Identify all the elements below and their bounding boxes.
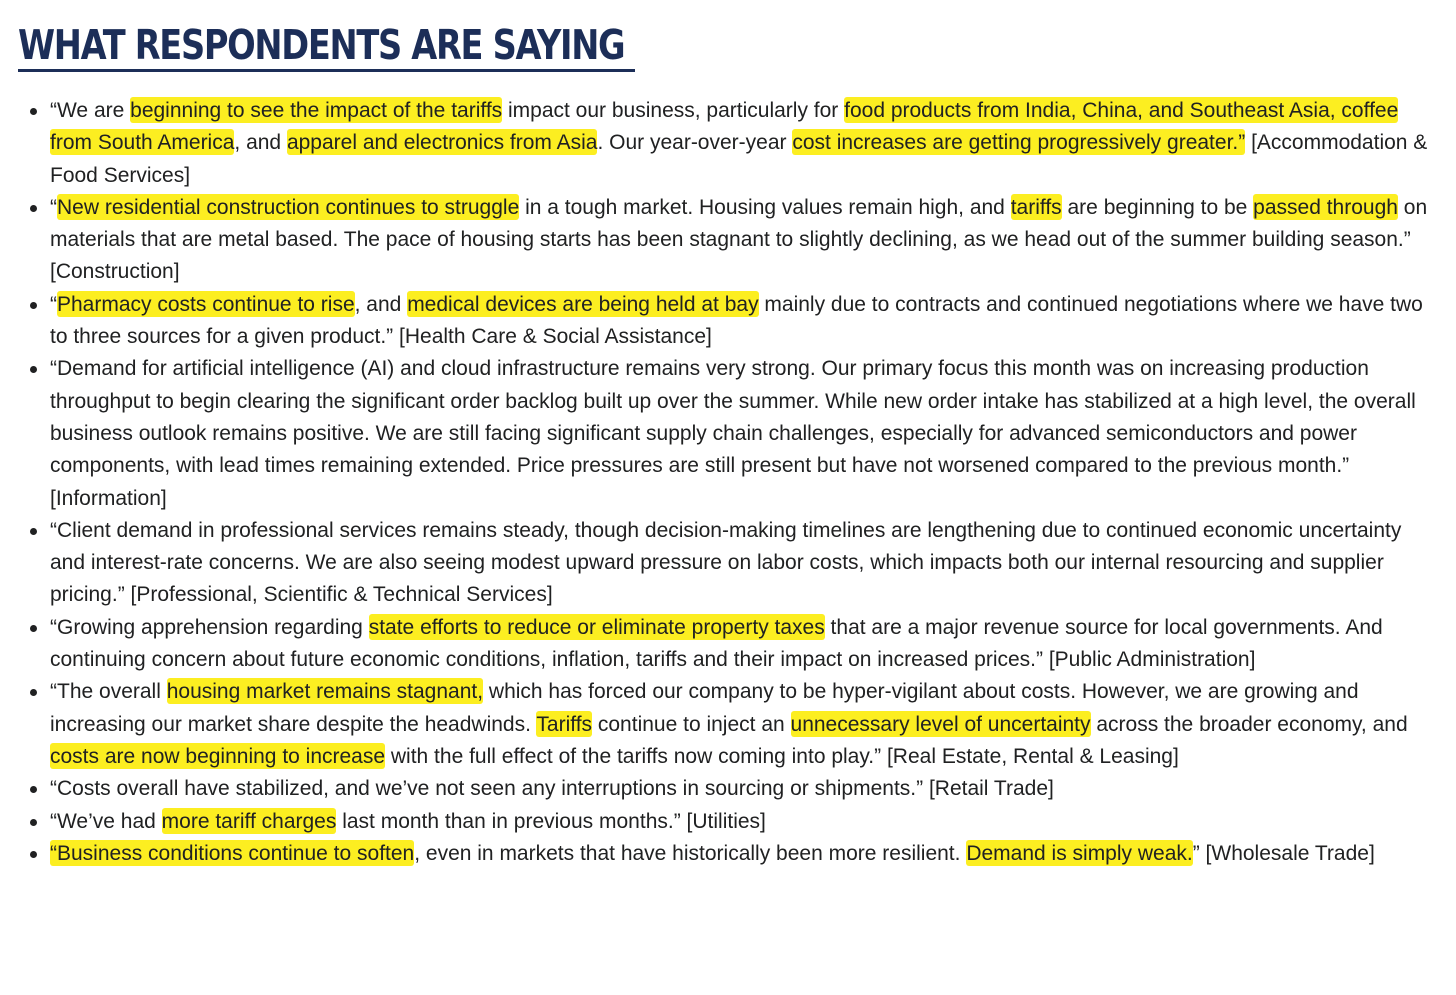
- quote-text: which has forced our company to be hyper-vigilant about costs. However, we are growing and increasing our market share despite the headwinds.: [50, 680, 1359, 736]
- bullet-icon: [30, 366, 37, 373]
- quote-text: with the full effect of the tariffs now coming into play.” [Real Estate, Rental & Leasing]: [385, 744, 1179, 768]
- quote-text: “: [50, 195, 57, 219]
- highlighted-text: tariffs: [1010, 195, 1062, 219]
- quote-text: that are a major revenue source for local governments. And continuing concern about future economic conditions, inflation, tariffs and their impact on increased prices.” [Public Administration]: [50, 615, 1383, 672]
- quote-text: in a tough market. Housing values remain high, and: [519, 195, 1011, 219]
- quote-text: impact our business, particularly for: [502, 99, 845, 122]
- bullet-icon: [30, 625, 37, 632]
- quote-text: “Demand for artificial intelligence (AI) and cloud infrastructure remains very strong. Our primary focus this month was on increasing production throughput to begin clearing the significant order backlog built up over the summer. While new order intake has stabilized at a high level, the overall business outlook remains positive. We are still facing significant supply chain challenges, especially for advanced semiconductors and power components, with lead times remaining extended. Price pressures are still present but have not worsened compared to the previous month.” [Information]: [50, 357, 1416, 510]
- quote-text: “Costs overall have stabilized, and we’ve not seen any interruptions in sourcing or shipments.” [Retail Trade]: [50, 777, 1054, 801]
- highlighted-text: New residential construction continues to struggle: [57, 195, 520, 219]
- highlighted-text: Demand is simply weak.: [966, 841, 1193, 865]
- quote-text: “: [50, 292, 57, 316]
- quote-item: [50, 353, 1440, 514]
- quote-text: last month than in previous months.” [Utilities]: [336, 809, 766, 833]
- heading-underline: [18, 69, 635, 72]
- quote-text: . Our year-over-year: [597, 131, 793, 155]
- quote-text: across the broader economy, and: [1090, 712, 1408, 736]
- respondent-quotes-list: [50, 95, 1440, 870]
- bullet-icon: [30, 205, 37, 212]
- bullet-icon: [30, 528, 37, 535]
- quote-text: continue to inject an: [592, 712, 791, 736]
- quote-text: “The overall: [50, 680, 167, 704]
- highlighted-text: “Business conditions continue to soften: [50, 841, 415, 865]
- quote-text: [Accommodation & Food Services]: [50, 131, 1428, 187]
- quote-text: mainly due to contracts and continued negotiations where we have two to three sources for a given product.” [Health Care & Social Assistance]: [50, 292, 1423, 349]
- quote-item: [50, 192, 1440, 289]
- quote-item: [50, 838, 1440, 870]
- highlighted-text: state efforts to reduce or eliminate property taxes: [368, 615, 825, 639]
- quote-text: , even in markets that have historically been more resilient.: [414, 841, 967, 865]
- bullet-icon: [30, 689, 37, 696]
- quote-text: , and: [354, 292, 408, 316]
- highlighted-text: unnecessary level of uncertainty: [790, 712, 1091, 736]
- highlighted-text: apparel and electronics from Asia: [286, 131, 598, 155]
- bullet-icon: [30, 302, 37, 309]
- highlighted-text: passed through: [1253, 195, 1398, 219]
- bullet-icon: [30, 786, 37, 793]
- highlighted-text: Pharmacy costs continue to rise: [57, 292, 355, 316]
- highlighted-text: cost increases are getting progressively greater.”: [792, 131, 1246, 155]
- quote-text: , and: [234, 131, 287, 155]
- bullet-icon: [30, 108, 37, 115]
- highlighted-text: costs are now beginning to increase: [50, 744, 386, 768]
- quote-text: “Client demand in professional services remains steady, though decision-making timelines are lengthening due to continued economic uncertainty and interest-rate concerns. We are also seeing modest upward pressure on labor costs, which impacts both our internal resourcing and supplier pricing.” [Professional, Scientific & Technical Services]: [50, 518, 1402, 607]
- quote-text: are beginning to be: [1061, 195, 1254, 219]
- quote-text: ” [Wholesale Trade]: [1192, 841, 1375, 865]
- bullet-icon: [30, 819, 37, 826]
- highlighted-text: medical devices are being held at bay: [407, 292, 759, 316]
- quote-text: on materials that are metal based. The pace of housing starts has been stagnant to slightly declining, as we head out of the summer building season.” [Construction]: [50, 195, 1428, 284]
- highlighted-text: housing market remains stagnant,: [166, 680, 484, 704]
- highlighted-text: Tariffs: [536, 712, 593, 736]
- quote-item: [50, 515, 1440, 612]
- quote-item: [50, 676, 1440, 773]
- quote-item: [50, 773, 1440, 805]
- quote-text: “We are: [50, 99, 131, 122]
- quote-text: “We’ve had: [50, 809, 162, 833]
- quote-item: [50, 612, 1440, 677]
- section-heading: WHAT RESPONDENTS ARE SAYING: [18, 21, 625, 69]
- quote-item: [50, 289, 1440, 354]
- bullet-icon: [30, 851, 37, 858]
- quote-text: “Growing apprehension regarding: [50, 615, 369, 639]
- highlighted-text: beginning to see the impact of the tariffs: [130, 99, 503, 122]
- quote-item: [50, 95, 1440, 192]
- quote-item: [50, 806, 1440, 838]
- highlighted-text: food products from India, China, and Southeast Asia, coffee from South America: [50, 99, 1399, 155]
- highlighted-text: more tariff charges: [161, 809, 337, 833]
